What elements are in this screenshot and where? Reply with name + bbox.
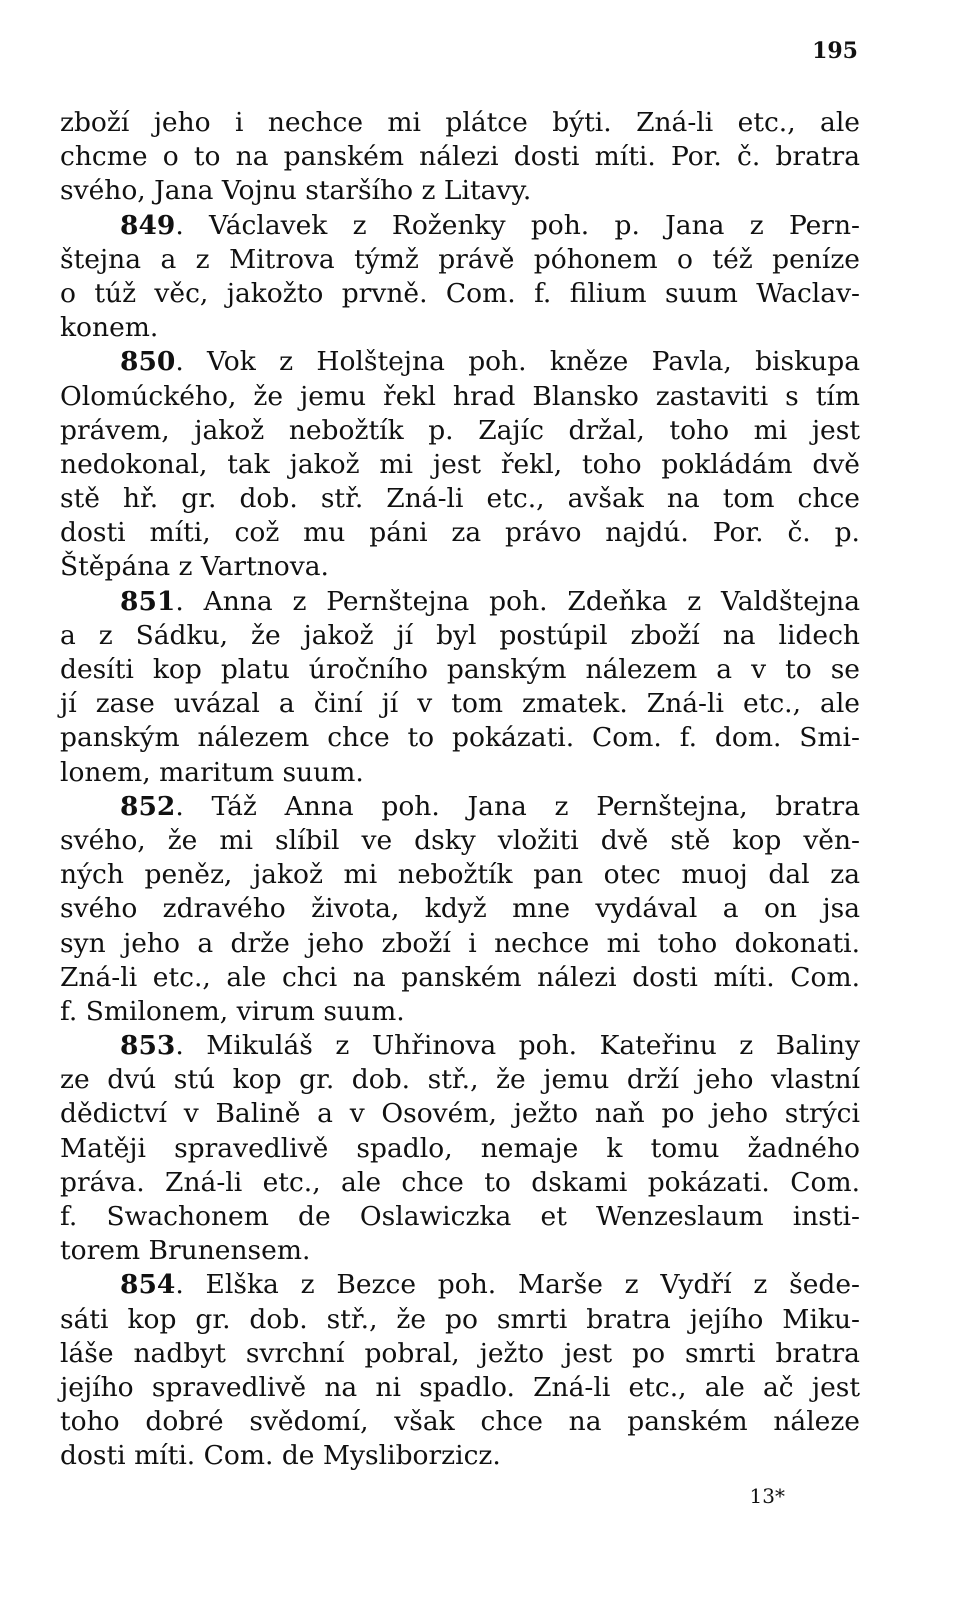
line-text: ných peněz, jakož mi nebožtík pan otec muoj dal za [60,859,860,891]
text-line [60,619,860,653]
text-line [60,995,860,1029]
line-text: panským nálezem chce to pokázati. Com. f. dom. Smi- [60,722,860,754]
line-text: torem Brunensem. [60,1235,311,1267]
line-text: jejího spravedlivě na ni spadlo. Zná-li etc., ale ač jest [60,1371,860,1403]
text-line [60,1371,860,1405]
line-text: štejna a z Mitrova týmž právě póhonem o též peníze [60,243,860,275]
line-text: dosti míti, což mu páni za právo najdú. Por. č. p. [60,517,860,549]
text-line [60,824,860,858]
line-text: svého zdravého života, když mne vydával a on jsa [60,893,860,925]
text-line [60,414,860,448]
entry-number: 853 [120,1030,176,1062]
entry-number: 854 [120,1269,176,1301]
line-text: jí zase uvázal a činí jí v tom zmatek. Zná-li etc., ale [60,688,860,720]
line-text: zboží jeho i nechce mi plátce býti. Zná-li etc., ale [60,107,860,138]
text-line [60,927,860,961]
text-line [60,1063,860,1097]
text-line [60,1234,860,1268]
text-line [60,756,860,790]
line-text: láše nadbyt svrchní pobral, ježto jest po smrti bratra [60,1337,860,1369]
line-text: . Vok z Holštejna poh. kněze Pavla, biskupa [175,346,860,378]
body-text [60,106,860,1474]
text-line [60,174,860,208]
line-text: práva. Zná-li etc., ale chce to dskami pokázati. Com. [60,1166,860,1198]
line-text: nedokonal, tak jakož mi jest řekl, toho pokládám dvě [60,448,860,480]
text-line [60,1132,860,1166]
text-line [60,1029,860,1063]
text-line [60,380,860,414]
text-line [60,106,860,140]
line-text: stě hř. gr. dob. stř. Zná-li etc., avšak na tom chce [60,483,860,515]
text-line [60,892,860,926]
line-text: desíti kop platu úročního panským nálezem a v to se [60,654,860,685]
text-line [60,516,860,550]
line-text: Štěpána z Vartnova. [60,551,329,583]
text-line [60,1303,860,1337]
line-text: f. Swachonem de Oslawiczka et Wenzeslaum insti- [60,1201,860,1232]
line-text: konem. [60,312,159,344]
line-text: . Táž Anna poh. Jana z Pernštejna, bratra [175,790,860,822]
text-line [60,1337,860,1371]
line-text: f. Smilonem, virum suum. [60,995,405,1027]
text-line [60,1097,860,1131]
line-text: . Anna z Pernštejna poh. Zdeňka z Valdštejna [175,585,860,617]
line-text: toho dobré svědomí, však chce na panském náleze [60,1406,860,1438]
text-line [60,653,860,687]
line-text: dosti míti. Com. de Mysliborzicz. [60,1440,501,1472]
line-text: lonem, maritum suum. [60,756,364,788]
text-line [60,1405,860,1439]
text-line [60,1166,860,1200]
text-line [60,961,860,995]
text-line [60,345,860,379]
line-text: ze dvú stú kop gr. dob. stř., že jemu drží jeho vlastní [60,1064,860,1096]
text-line [60,311,860,345]
text-line [60,277,860,311]
text-line [60,550,860,584]
line-text: a z Sádku, že jakož jí byl postúpil zboží na lidech [60,619,860,651]
line-text: sáti kop gr. dob. stř., že po smrti bratra jejího Miku- [60,1303,860,1335]
text-line [60,858,860,892]
signature-mark: 13* [749,1484,785,1508]
entry-number: 851 [120,585,176,617]
text-line [60,482,860,516]
entry-number: 850 [120,346,176,378]
text-line [60,1439,860,1473]
text-line [60,1268,860,1302]
line-text: chcme o to na panském nálezi dosti míti. Por. č. bratra [60,141,860,173]
line-text: Olomúckého, že jemu řekl hrad Blansko zastaviti s tím [60,380,860,412]
line-text: . Václavek z Roženky poh. p. Jana z Pern- [175,209,860,241]
line-text: právem, jakož nebožtík p. Zajíc držal, toho mi jest [60,414,860,446]
page-number: 195 [812,38,858,64]
line-text: dědictví v Balině a v Osovém, ježto naň po jeho strýci [60,1098,860,1130]
line-text: o túž věc, jakožto prvně. Com. f. filium suum Waclav- [60,277,860,309]
text-line [60,448,860,482]
entry-number: 849 [120,209,176,241]
text-line [60,687,860,721]
text-line [60,721,860,755]
line-text: syn jeho a drže jeho zboží i nechce mi toho dokonati. [60,927,860,959]
text-line [60,1200,860,1234]
line-text: svého, Jana Vojnu staršího z Litavy. [60,175,532,207]
text-line [60,209,860,243]
entry-number: 852 [120,790,176,822]
line-text: Zná-li etc., ale chci na panském nálezi dosti míti. Com. [60,961,860,993]
line-text: Matěji spravedlivě spadlo, nemaje k tomu žadného [60,1132,860,1164]
line-text: . Mikuláš z Uhřinova poh. Kateřinu z Baliny [175,1030,860,1062]
text-line [60,790,860,824]
text-line [60,243,860,277]
text-line [60,140,860,174]
line-text: svého, že mi slíbil ve dsky vložiti dvě stě kop věn- [60,824,860,856]
text-line [60,585,860,619]
line-text: . Elška z Bezce poh. Marše z Vydří z šede- [175,1269,860,1301]
